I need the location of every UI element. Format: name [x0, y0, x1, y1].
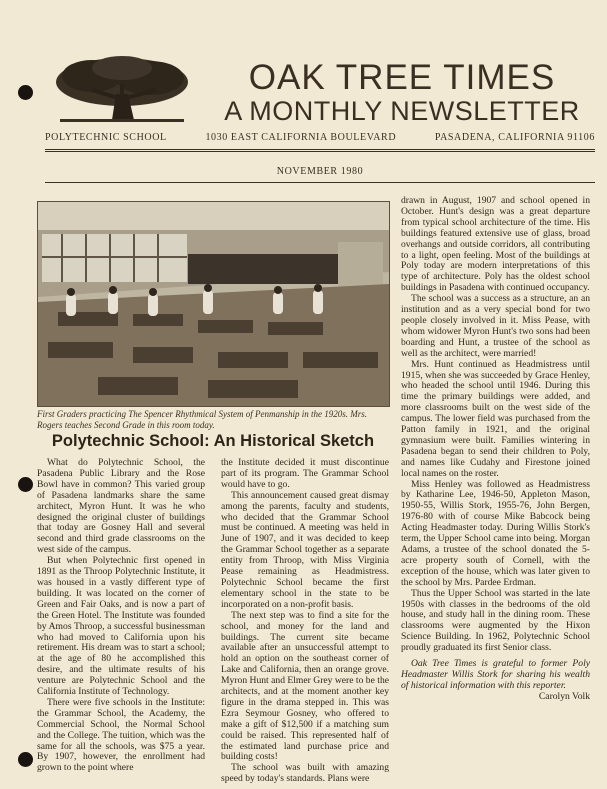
binder-hole: [18, 752, 33, 767]
divider: [45, 149, 595, 150]
article-column-3: [401, 196, 590, 703]
school-name: POLYTECHNIC SCHOOL: [45, 132, 167, 143]
paragraph: Miss Henley was followed as Headmistress by Katharine Lee, 1946-50, Appleton Mason, 1950-55, Willis Stork, 1955-76, John Bergen, 1976-80 with of course Mike Babcock being Acting Headmaster today. During Willis Stork's term, the Upper School came into being. Morgan Adams, a trustee of the school donated the 5-acre property south of Cornell, with the exception of the house, which was later given to the school by Mrs. Pardee Erdman.: [401, 478, 590, 588]
paragraph: What do Polytechnic School, the Pasadena Public Library and the Rose Bowl have in common? This varied group of Pasadena landmarks share the same architect, Myron Hunt. It was he who designed the original cluster of buildings that today are Gosney Hall and several second and third grade classrooms on the west side of the campus.: [37, 457, 205, 556]
street-address: 1030 EAST CALIFORNIA BOULEVARD: [205, 132, 397, 143]
paragraph: The school was built with amazing speed by today's standards. Plans were: [221, 762, 389, 785]
classroom-photo: [37, 201, 390, 407]
binder-hole: [18, 477, 33, 492]
paragraph: The next step was to find a site for the school, and money for the land and buildings. The current site became available after an unsuccessful attempt to hold an option on the southeast corner of Lake and California, then an orange grove. Myron Hunt and Elmer Grey were to be the architects, and at the moment another key figure in the drama stepped in. This was Ezra Seymour Gosney, who offered to make a gift of $12,500 if a matching sum could be raised. This represented half of the estimated land purchase price and building costs!: [221, 609, 389, 763]
photo-caption: First Graders practicing The Spencer Rhythmical System of Penmanship in the 1920s. Mrs. Rogers teaches Second Grade in this room today.: [37, 409, 367, 430]
paragraph: This announcement caused great dismay among the parents, faculty and students, who decided that the Grammar School must be continued. A meeting was held in June of 1907, and it was decided to keep the Grammar School together as a separate entity from Throop, with Miss Virginia Pease remaining as Headmistress. Polytechnic School became the first elementary school in the state to be incorporated on a non-profit basis.: [221, 489, 389, 610]
paragraph: The school was a success as a structure, an an institution and as a very special bond for two people closely involved in it. Miss Pease, with whom widower Myron Hunt's two sons had been boarding and Hunt, a trustee of the school as well as the architect, were married!: [401, 293, 590, 359]
masthead-subtitle: A MONTHLY NEWSLETTER: [224, 96, 580, 126]
divider: [45, 182, 595, 183]
masthead-title: OAK TREE TIMES: [248, 58, 556, 97]
acknowledgement: Oak Tree Times is grateful to former Poly Headmaster Willis Stork for sharing his wealth of historical information with this reporter.: [401, 658, 590, 691]
divider: [45, 151, 595, 152]
oak-tree-logo: [52, 54, 192, 126]
paragraph: But when Polytechnic first opened in 1891 as the Throop Polytechnic Institute, it was housed in a vastly different type of building. It was located on the corner of Green and Fair Oaks, and is now a part of the Green Hotel. The Institute was founded by Amos Throop, a successful businessman who had moved to California upon his retirement. His dream was to start a school; at the age of 80 he accomplished this desire, and the ultimate results of his venture are Polytechnic School and the California Institute of Technology.: [37, 555, 205, 698]
paragraph: the Institute decided it must discontinue part of its program. The Grammar School would have to go.: [221, 457, 389, 490]
article-column-1: [37, 458, 205, 774]
author-signature: Carolyn Volk: [538, 690, 590, 702]
article-headline: Polytechnic School: An Historical Sketch: [51, 432, 375, 450]
paragraph: drawn in August, 1907 and school opened in October. Hunt's design was a great departure from typical school architecture of the time. His buildings featured extensive use of glass, broad overhangs and outside corridors, all contributing to a light, open feeling. Most of the buildings at Poly today are modern interpretations of this type of architecture. Poly has the oldest school buildings in Pasadena with continued occupancy.: [401, 195, 590, 294]
city-address: PASADENA, CALIFORNIA 91106: [434, 132, 595, 143]
address-line: [45, 132, 595, 143]
paragraph: Mrs. Hunt continued as Headmistress until 1915, when she was succeeded by Grace Henley, who headed the school until 1946. During this time the primary buildings were added, and more classrooms built on the west side of the campus. The lower field was purchased from the Patton family in 1921, and the original gymnasium were built. Families wintering in Pasadena began to send their children to Poly, and names like Cudahy and Firestone joined local names on the roster.: [401, 358, 590, 479]
binder-hole: [18, 85, 33, 100]
paragraph: There were five schools in the Institute: the Grammar School, the Academy, the Commercial School, the Normal School and the College. The tuition, which was the same for all the schools, was $75 a year. By 1907, however, the enrollment had grown to the point where: [37, 696, 205, 774]
issue-date: NOVEMBER 1980: [276, 166, 364, 177]
paragraph: Thus the Upper School was started in the late 1950s with classes in the bedrooms of the old house, and study hall in the dining room. These classrooms were augmented by the Hixon Science Building. In 1962, Polytechnic School proudly graduated its first Senior class.: [401, 587, 590, 654]
article-column-2: [221, 458, 389, 785]
